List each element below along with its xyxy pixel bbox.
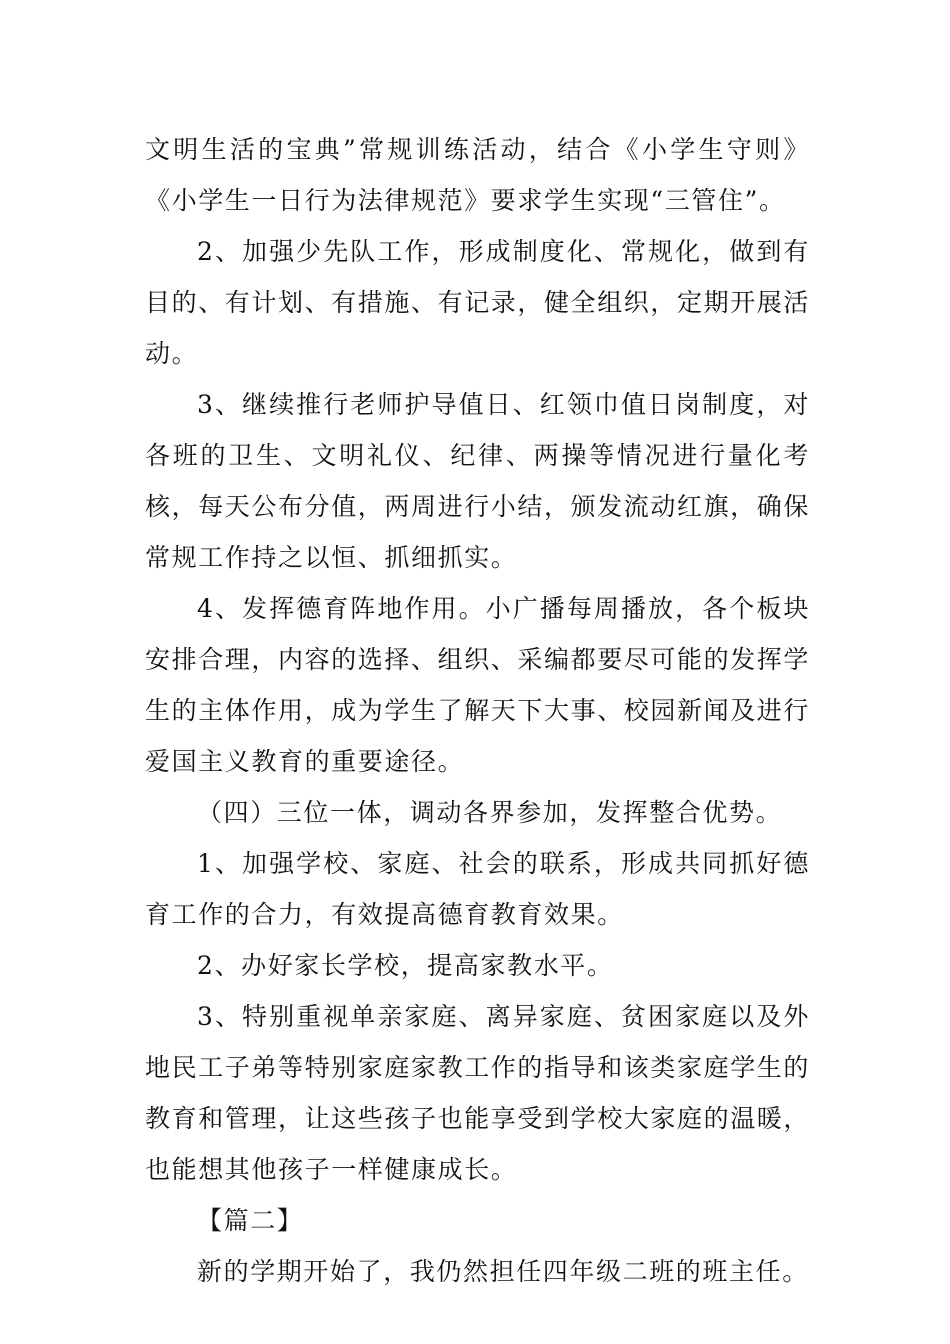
section-heading-four: （四）三位一体，调动各界参加，发挥整合优势。	[197, 798, 783, 827]
paragraph-7: 3、特别重视单亲家庭、离异家庭、贫困家庭以及外地民工子弟等特别家庭家教工作的指导和该类家庭学生的教育和管理，让这些孩子也能享受到学校大家庭的温暖，也能想其他孩子一样健康成长。	[145, 1002, 811, 1184]
paragraph-1: 文明生活的宝典”常规训练活动，结合《小学生守则》《小学生一日行为法律规范》要求学生实现“三管住”。	[145, 135, 810, 215]
document-body	[145, 124, 810, 1297]
paragraph-2: 2、加强少先队工作，形成制度化、常规化，做到有目的、有计划、有措施、有记录，健全组织，定期开展活动。	[145, 237, 811, 368]
paragraph-8: 新的学期开始了，我仍然担任四年级二班的班主任。	[197, 1257, 809, 1286]
paragraph-4: 4、发挥德育阵地作用。小广播每周播放，各个板块安排合理，内容的选择、组织、采编都要尽可能的发挥学生的主体作用，成为学生了解天下大事、校园新闻及进行爱国主义教育的重要途径。	[145, 594, 811, 776]
paragraph-3: 3、继续推行老师护导值日、红领巾值日岗制度，对各班的卫生、文明礼仪、纪律、两操等情况进行量化考核，每天公布分值，两周进行小结，颁发流动红旗，确保常规工作持之以恒、抓细抓实。	[145, 390, 811, 572]
paragraph-6: 2、办好家长学校，提高家教水平。	[197, 951, 614, 980]
paragraph-5: 1、加强学校、家庭、社会的联系，形成共同抓好德育工作的合力，有效提高德育教育效果。	[145, 849, 810, 929]
part-two-heading: 【篇二】	[197, 1206, 304, 1235]
